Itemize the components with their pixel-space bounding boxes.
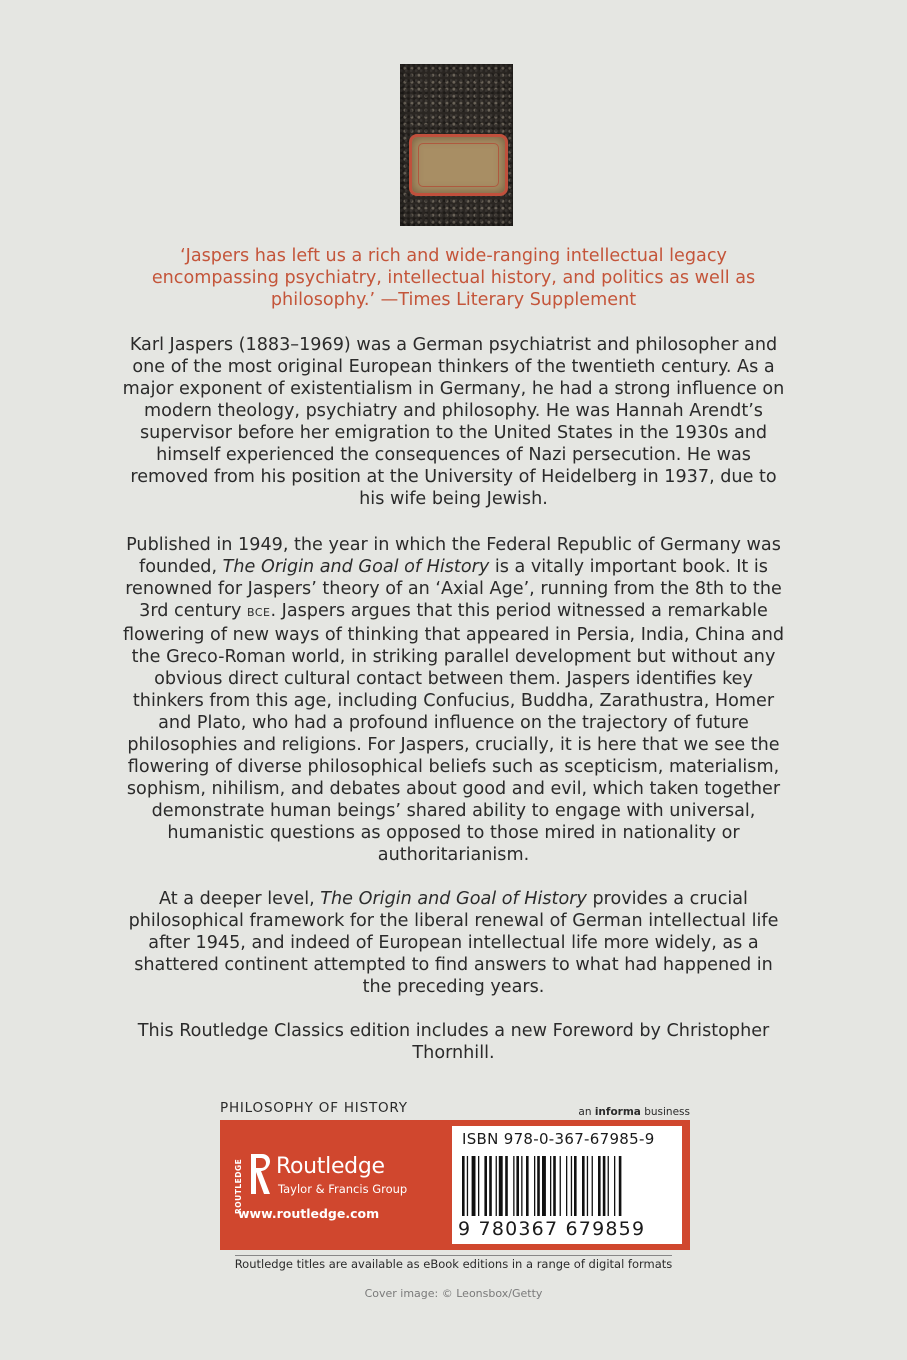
barcode-bar [499,1156,503,1216]
text-segment: is a vitally important book. It is renowned for Jaspers’ theory of an ‘Axial Age’, running from the 8th to the 3rd century [125,557,782,621]
text-segment: Published in 1949, the year in which the Federal Republic of Germany was founded, [126,535,781,577]
notebook-label [409,134,508,196]
informa-suffix: business [640,1106,690,1118]
barcode-bar [574,1156,577,1216]
book-title-italic: The Origin and Goal of History [320,889,587,909]
barcode-bar [526,1156,529,1216]
publisher-website[interactable]: www.routledge.com [238,1206,380,1221]
author-bio-paragraph: Karl Jaspers (1883–1969) was a German psychiatrist and philosopher and one of the most original European thinkers of the twentieth century. As a major exponent of existentialism in Germany, he had a strong influence on modern theology, psychiatry and philosophy. He was Hannah Arendt’s supervisor before her emigration to the United States in the 1930s and himself experienced the consequences of Nazi persecution. He was removed from his position at the University of Heidelberg in 1937, due to his wife being Jewish. [122,335,785,509]
series-label: PHILOSOPHY OF HISTORY [220,1100,408,1116]
barcode-bar [592,1156,593,1216]
barcode-bar [542,1156,546,1216]
text-segment: provides a crucial philosophical framework for the liberal renewal of German intellectual life after 1945, and indeed of European intellectual life more widely, as a shattered continent attempted to find answers to what had happened in the preceding years. [128,889,779,997]
informa-prefix: an [578,1106,595,1118]
routledge-logo-icon [248,1150,274,1198]
barcode-bar [571,1156,572,1216]
publisher-group: Taylor & Francis Group [278,1182,408,1196]
barcode-bar [603,1156,606,1216]
text-segment: At a deeper level, [159,889,321,909]
barcode-bar [489,1156,492,1216]
significance-paragraph [120,888,787,998]
barcode-bar [614,1156,615,1216]
barcode-digits: 9 780367 679859 [458,1218,646,1240]
barcode-bar [608,1156,609,1216]
barcode-bar [478,1156,479,1216]
barcode-bar [566,1156,567,1216]
isbn-label: ISBN 978-0-367-67985-9 [462,1130,655,1148]
barcode-bar [484,1156,487,1216]
informa-brand: informa [594,1106,641,1118]
barcode-bar [550,1156,551,1216]
book-description-paragraph [120,534,787,866]
barcode-bar [513,1156,514,1216]
barcode-bar [462,1156,465,1216]
ebook-note [0,1255,907,1271]
barcode-bar [537,1156,540,1216]
barcode-bar [496,1156,497,1216]
barcode-bar [516,1156,519,1216]
barcode-box [452,1126,682,1244]
publisher-spine-text: ROUTLEDGE [234,1158,243,1214]
ebook-note-text: Routledge titles are available as eBook editions in a range of digital formats [234,1257,673,1271]
publisher-name: Routledge [276,1154,385,1179]
barcode-bar [553,1156,556,1216]
barcode-bar [534,1156,535,1216]
barcode-bar [472,1156,476,1216]
informa-tagline [578,1106,690,1118]
barcode-bar [587,1156,588,1216]
barcode-bar [619,1156,622,1216]
edition-note-paragraph: This Routledge Classics edition includes a new Foreword by Christopher Thornhill. [137,1021,770,1063]
barcode-bar [505,1156,508,1216]
barcode-icon [462,1156,674,1218]
review-quote: ‘Jaspers has left us a rich and wide-ranging intellectual legacy encompassing psychiatry, intellectual history, and politics as well as philosophy.’ —Times Literary Supplement [151,246,756,310]
book-title-italic: The Origin and Goal of History [222,557,490,577]
barcode-bar [467,1156,468,1216]
barcode-bar [598,1156,601,1216]
cover-image [400,64,513,226]
era-abbreviation: BCE [246,606,271,619]
cover-credit: Cover image: © Leonsbox/Getty [364,1287,543,1300]
text-segment: . Jaspers argues that this period witnessed a remarkable flowering of new ways of thinking that appeared in Persia, India, China and the Greco-Roman world, in striking parallel development but without any obvious direct cultural contact between them. Jaspers identifies key thinkers from this age, including Confucius, Buddha, Zarathustra, Homer and Plato, who had a profound influence on the trajectory of future philosophies and religions. For Jaspers, crucially, it is here that we see the flowering of diverse philosophical beliefs such as scepticism, materialism, sophism, nihilism, and debates about good and evil, which taken together demonstrate human beings’ shared ability to engage with universal, humanistic questions as opposed to those mired in nationality or authoritarianism. [122,601,785,865]
barcode-bar [560,1156,561,1216]
barcode-bar [521,1156,522,1216]
barcode-bar [582,1156,585,1216]
publisher-panel [220,1120,690,1250]
